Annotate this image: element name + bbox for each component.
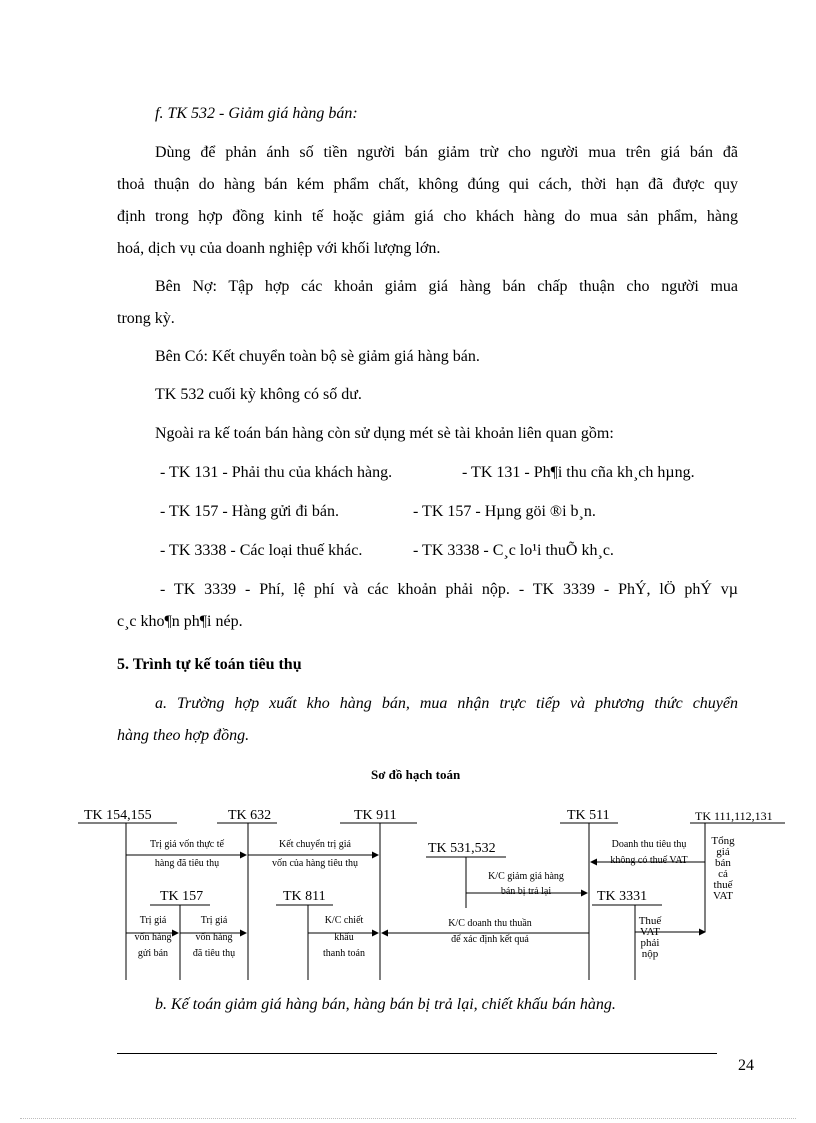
account-3339-line2: c¸c kho¶n ph¶i nép. xyxy=(117,613,243,630)
ben-co: Bên Có: Kết chuyển toàn bộ sè giảm giá hàng bán. xyxy=(155,348,480,365)
label-net-revenue-line1: K/C doanh thu thuần xyxy=(448,918,532,929)
tk154-label: TK 154,155 xyxy=(84,808,152,823)
label-total-line3: bán xyxy=(715,857,731,869)
heading-tk532: f. TK 532 - Giảm giá hàng bán: xyxy=(155,105,358,122)
page-number: 24 xyxy=(738,1057,754,1074)
tk911-label: TK 911 xyxy=(354,808,397,823)
account-3339-line1: - TK 3339 - Phí, lệ phí và các khoản phải nộp. - TK 3339 - PhÝ, lÖ phÝ vµ xyxy=(160,581,738,598)
label-vat-line2: VAT xyxy=(640,926,660,938)
label-consign-line2: vốn hàng xyxy=(134,932,172,943)
label-consign-line3: gửi bán xyxy=(137,948,169,959)
para1-line2: thoả thuận do hàng bán kém phẩm chất, không đúng qui cách, thời hạn đã được quy xyxy=(117,176,738,193)
label-net-revenue-line2: để xác định kết quả xyxy=(451,934,529,945)
section-5-heading: 5. Trình tự kế toán tiêu thụ xyxy=(117,656,302,673)
label-discount-line1: K/C giảm giá hàng xyxy=(488,871,564,882)
label-discount-pay-line2: khấu xyxy=(334,932,354,943)
para1-line3: định trong hợp đồng kinh tế hoặc giảm giá cho khách hàng do mua sản phẩm, hàng xyxy=(117,208,738,225)
tk3331-label: TK 3331 xyxy=(597,889,648,904)
label-vat-line3: phải xyxy=(640,937,660,949)
label-total-line4: cả xyxy=(718,868,728,880)
tk811-label: TK 811 xyxy=(283,889,326,904)
account-157-right: - TK 157 - Hµng göi ®i b¸n. xyxy=(413,503,596,520)
label-vat-line4: nộp xyxy=(641,948,659,960)
label-total-line2: giá xyxy=(716,846,730,858)
label-vat-line1: Thuế xyxy=(638,915,662,927)
tk632-label: TK 632 xyxy=(228,808,272,823)
label-discount-line2: bán bị trả lại xyxy=(500,886,552,897)
label-discount-pay-line3: thanh toán xyxy=(323,948,365,959)
case-a-line1: a. Trường hợp xuất kho hàng bán, mua nhận trực tiếp và phương thức chuyển xyxy=(155,695,738,712)
accounting-diagram xyxy=(70,800,800,985)
label-revenue-line2: không có thuế VAT xyxy=(610,855,688,866)
page-edge-dotted xyxy=(20,1118,796,1119)
label-transfer-line1: Kết chuyển trị giá xyxy=(279,839,351,850)
diagram-title: Sơ đồ hạch toán xyxy=(371,767,461,782)
footer-rule xyxy=(117,1053,717,1054)
account-131-right: - TK 131 - Ph¶i thu cña kh¸ch hµng. xyxy=(462,464,695,481)
label-consigned-sold-line3: đã tiêu thụ xyxy=(192,948,236,959)
ben-no-line2: trong kỳ. xyxy=(117,310,175,327)
ben-no-line1: Bên Nợ: Tập hợp các khoản giảm giá hàng bán chấp thuận cho người mua xyxy=(155,278,738,295)
case-b: b. Kế toán giảm giá hàng bán, hàng bán bị trả lại, chiết khấu bán hàng. xyxy=(155,996,616,1013)
account-3338-left: - TK 3338 - Các loại thuế khác. xyxy=(160,542,363,559)
label-cost-line2: hàng đã tiêu thụ xyxy=(154,858,220,869)
tk111-label: TK 111,112,131 xyxy=(695,809,773,823)
other-accounts-intro: Ngoài ra kế toán bán hàng còn sử dụng mét sè tài khoản liên quan gồm: xyxy=(155,425,614,442)
label-total-line1: Tổng xyxy=(711,835,735,847)
tk531-label: TK 531,532 xyxy=(428,841,496,856)
account-3338-right: - TK 3338 - C¸c lo¹i thuÕ kh¸c. xyxy=(413,542,614,559)
account-131-left: - TK 131 - Phải thu của khách hàng. xyxy=(160,464,393,481)
label-total-line6: VAT xyxy=(713,890,733,902)
label-transfer-line2: vốn của hàng tiêu thụ xyxy=(271,858,359,869)
label-consigned-sold-line2: vốn hàng xyxy=(195,932,233,943)
label-revenue-line1: Doanh thu tiêu thụ xyxy=(611,839,687,850)
label-total-line5: thuế xyxy=(713,879,733,891)
label-consign-line1 xyxy=(128,914,178,927)
para1-line4: hoá, dịch vụ của doanh nghiệp với khối lượng lớn. xyxy=(117,240,441,257)
label-cost-line1: Trị giá vốn thực tế xyxy=(150,839,224,850)
label-discount-pay-line1: K/C chiết xyxy=(324,915,364,926)
account-157-left: - TK 157 - Hàng gửi đi bán. xyxy=(160,503,340,520)
label-consign-word1: Trị xyxy=(139,915,152,926)
label-consigned-sold-line1: Trị giá xyxy=(200,915,228,926)
tk532-note: TK 532 cuối kỳ không có số dư. xyxy=(155,386,362,403)
para1-line1: Dùng để phản ánh số tiền người bán giảm trừ cho người mua trên giá bán đã xyxy=(155,144,738,161)
tk157-label: TK 157 xyxy=(160,889,204,904)
case-a-line2: hàng theo hợp đồng. xyxy=(117,727,250,744)
tk511-label: TK 511 xyxy=(567,808,610,823)
label-consign-word2: giá xyxy=(154,915,167,926)
